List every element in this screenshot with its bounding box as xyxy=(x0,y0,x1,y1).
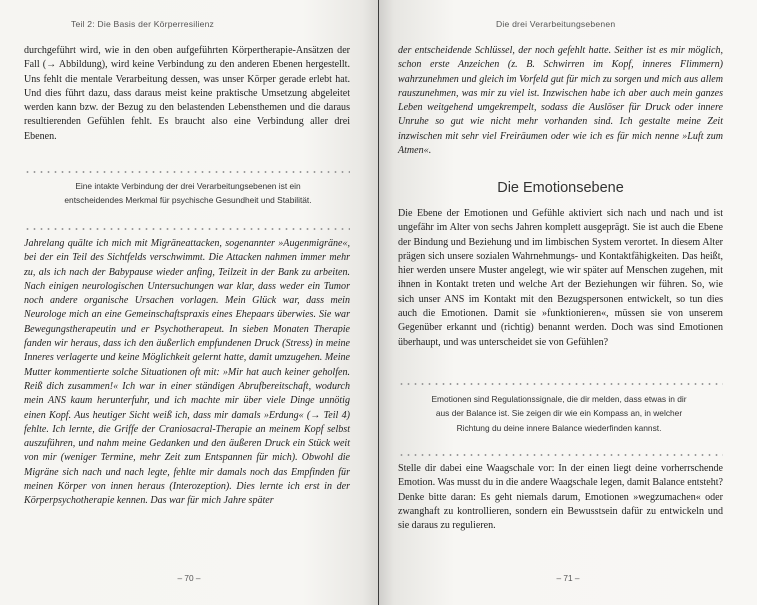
right-paragraph-1 xyxy=(398,44,723,158)
left-page xyxy=(0,0,378,605)
left-paragraph-2-text: Jahrelang quälte ich mich mit Migräneattacken, sogenannter »Augenmigräne«, bei der ein Teil des Sichtfelds verschwimmt. Die Attacken nahmen immer mehr zu, als ich nach der Babypause wieder anfing, Teilzeit in der Bank zu arbeiten. Nach einigen neurologischen Untersuchungen war klar, dass weder ein Tumor noch andere organische Ursachen vorlagen. Mein Glück war, dass mein Neurologe mich an eine Gemeinschaftspraxis eines Ehepaars überwies. Sie war Bewegungstherapeutin und er Psychotherapeut. In sieben Monaten Therapie fanden wir heraus, dass ich den äußerlich empfundenen Druck (Stress) in meine Inneres verlagerte und keine Möglichkeit gelernt hatte, damit umzugehen. Meine Mutter kommentierte solche Situationen oft mit: »Mir hat auch keiner geholfen. Reiß dich zusammen!« Ich war in einer ständigen Abrufbereitschaft, wodurch mein ANS kaum herunterfuhr, und ich machte mir über viele Dinge unnötig einen Kopf. Aus heutiger Sicht weiß ich, dass mir damals »Erdung« (→ Teil 4) fehlte. Ich lernte, die Griffe der Craniosacral-Therapie an meinem Kopf selbst auszuführen, und nahm meine Gedanken und den äußeren Druck ein Stück weit von mir (weniger Termine, mehr Zeit zum Entspannen für mich). Obwohl die Migräne sich nach und nach legte, fehlte mir damals noch das Empfinden für meinen Körper von innen heraus (Interozeption). Dies lernte ich erst in der Körperpsychotherapie kennen. Das war für mich Jahre später xyxy=(24,238,350,507)
running-head-right: Die drei Verarbeitungsebenen xyxy=(496,19,616,29)
right-paragraph-2 xyxy=(398,207,723,350)
left-paragraph-1 xyxy=(24,44,350,144)
page-number-left: – 70 – xyxy=(177,573,201,583)
page-number-right: – 71 – xyxy=(556,573,580,583)
right-paragraph-3-text: Stelle dir dabei eine Waagschale vor: In der einen liegt deine vorherrschende Emotion. Was musst du in die andere Waagschale legen, damit Balance entsteht? Denke bitte daran: Es geht niemals darum, Emotionen »wegzumachen« oder zwanghaft zu kontrollieren, sondern ein Bewusstsein dafür zu entwickeln und sie daraus zu regulieren. xyxy=(398,463,723,532)
callout-left: Eine intakte Verbindung der drei Verarbeitungsebenen ist ein entscheidendes Merkmal für psychische Gesundheit und Stabilität. xyxy=(64,181,312,206)
right-page xyxy=(379,0,757,605)
callout-divider-bottom-right xyxy=(398,454,723,456)
callout-divider-bottom-left xyxy=(24,228,350,230)
callout-right: Emotionen sind Regulationssignale, die dir melden, dass etwas in dir aus der Balance ist. Sie zeigen dir wie ein Kompass an, in welcher Richtung du deine innere Balance wiederfinden kannst. xyxy=(431,394,687,433)
left-paragraph-2 xyxy=(24,237,350,509)
callout-divider-top-right xyxy=(398,383,723,385)
section-heading: Die Emotionsebene xyxy=(497,180,624,196)
running-head-left: Teil 2: Die Basis der Körperresilienz xyxy=(71,19,215,29)
left-paragraph-1-text: durchgeführt wird, wie in den oben aufgeführten Körpertherapie-Ansätzen der Fall (→ Abbildung), wird keine Verbindung zu den anderen Ebenen hergestellt. Uns fehlt die mentale Verarbeitung dessen, was unser Körper gerade erlebt hat. Und dies führt dazu, dass daraus meist keine praktische Umsetzung abgeleitet werden kann bzw. der Bezug zu den belastenden Lebensthemen und die daraus resultierenden Gefühlen fehlt. Es braucht also eine Verbindung aller drei Ebenen. xyxy=(24,45,350,142)
callout-divider-top-left xyxy=(24,171,350,173)
right-paragraph-1-text: der entscheidende Schlüssel, der noch gefehlt hatte. Seither ist es mir möglich, schon erste Anzeichen (z. B. Schwirren im Kopf, inneres Flimmern) wahrzunehmen und gleich im Vorfeld gut für mich zu sorgen und mich aus allem rauszunehmen, was mir zu viel ist. Inzwischen habe ich aber auch mein ganzes Leben weitgehend umgekrempelt, sodass die Auslöser für Druck oder innere Unruhe so gut wie nicht mehr vorhanden sind. Ich gestalte meine Zeit inzwischen mit sehr viel Freiräumen oder wie ich es für mich nenne »Luft zum Atmen«. xyxy=(398,45,723,157)
right-paragraph-3 xyxy=(398,462,723,533)
right-paragraph-2-text: Die Ebene der Emotionen und Gefühle aktiviert sich nach und nach und ist ungefähr im Alter von sechs Jahren komplett ausgeprägt. Sie ist auch die Ebene der Bindung und Beziehung und im limbischen System verortet. In diesem Alter prägen sich unsere sozialen Wahrnehmungs- und Kontaktfähigkeiten. Das heißt, hier werden unsere Muster angelegt, wie wir später auf Menschen zugehen, mit ihnen in Kontakt treten und welche Art der Beziehungen wir führen. So, wie sich unser ANS im Kontakt mit den Bezugspersonen entwickelt, so tun dies auch die Emotionen. Damit sie »funktionieren«, müssen sie von unserem Gegenüber erkannt und (richtig) benannt werden. Doch was sind Emotionen überhaupt, und was unterscheidet sie von Gefühlen? xyxy=(398,208,723,348)
